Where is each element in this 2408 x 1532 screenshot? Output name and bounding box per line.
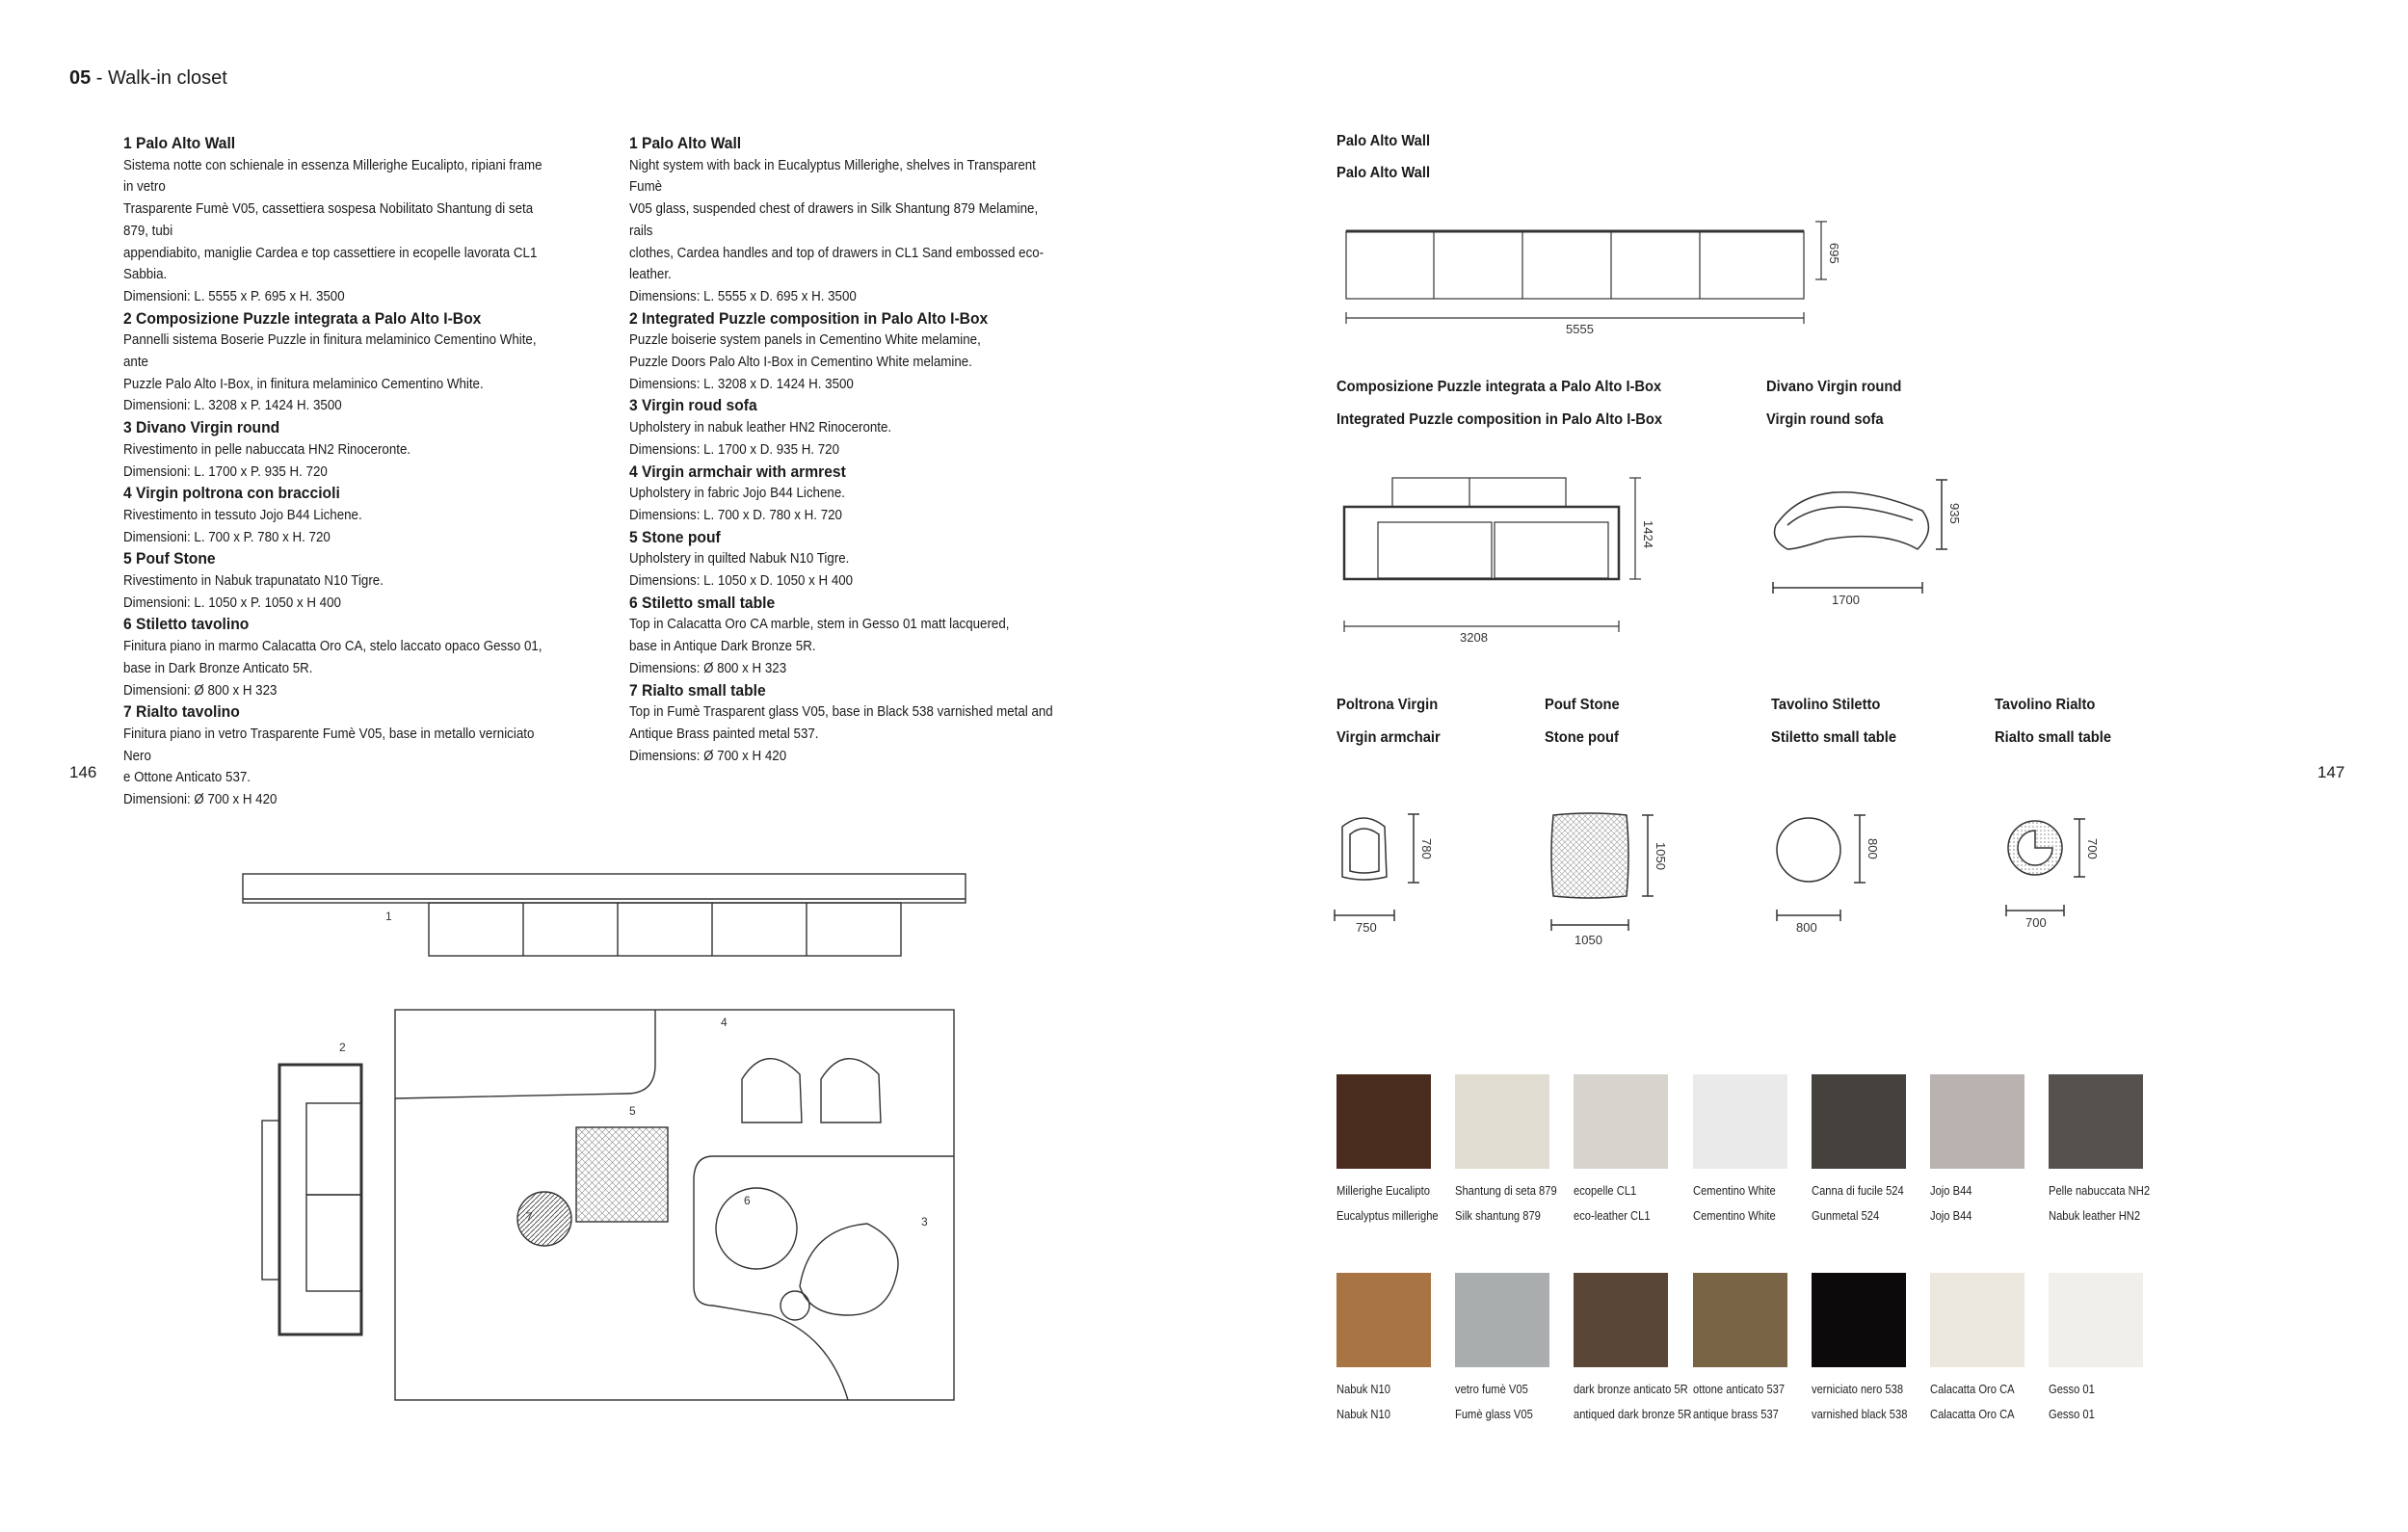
english-item-line: Top in Calacatta Oro CA marble, stem in Gesso 01 matt lacquered,	[629, 617, 1010, 633]
rialto-depth: 700	[2085, 838, 2100, 859]
english-item-line: clothes, Cardea handles and top of drawers in CL1 Sand embossed eco-leather.	[629, 245, 1045, 283]
puzzle-label-en: Integrated Puzzle composition in Palo Alto I-Box	[1336, 411, 1663, 428]
pouf-depth: 1050	[1654, 842, 1668, 870]
english-description	[629, 133, 1055, 767]
swatch-tile	[1336, 1273, 1431, 1367]
swatch-caption-en: Fumè glass V05	[1455, 1407, 1533, 1421]
swatch-caption-en: Silk shantung 879	[1455, 1208, 1541, 1223]
english-item-line: Puzzle boiserie system panels in Cementino White melamine,	[629, 332, 981, 349]
italian-item-line: Finitura piano in marmo Calacatta Oro CA, stelo laccato opaco Gesso 01,	[123, 639, 542, 655]
sofa-label-it: Divano Virgin round	[1766, 379, 1902, 395]
palo-alto-label-en: Palo Alto Wall	[1336, 165, 1431, 181]
swatch-tile	[1574, 1273, 1668, 1367]
english-item-line: Top in Fumè Trasparent glass V05, base in Black 538 varnished metal and	[629, 704, 1053, 721]
english-item-line: Dimensions: Ø 700 x H 420	[629, 748, 787, 764]
rialto-plan	[1997, 809, 2131, 944]
swatch-caption-it: vetro fumè V05	[1455, 1382, 1528, 1396]
palo-alto-depth: 695	[1827, 243, 1841, 264]
swatch-caption-en: Nabuk leather HN2	[2049, 1208, 2141, 1223]
italian-item-line: Dimensioni: L. 1700 x P. 935 H. 720	[123, 463, 328, 480]
english-item-title: 7 Rialto small table	[629, 680, 766, 700]
swatch-caption-en: Nabuk N10	[1336, 1407, 1390, 1421]
english-item-line: Upholstery in nabuk leather HN2 Rinoceronte.	[629, 420, 892, 436]
italian-item-line: Puzzle Palo Alto I-Box, in finitura melaminico Cementino White.	[123, 376, 484, 392]
armchair-label-it: Poltrona Virgin	[1336, 697, 1439, 713]
plan-label-2: 2	[339, 1041, 346, 1054]
swatch-caption-it: verniciato nero 538	[1812, 1382, 1904, 1396]
english-item-line: Dimensions: L. 1050 x D. 1050 x H 400	[629, 573, 854, 590]
italian-item-title: 4 Virgin poltrona con braccioli	[123, 484, 340, 503]
section-number: 05	[69, 67, 92, 89]
english-item-title: 5 Stone pouf	[629, 527, 721, 546]
puzzle-elevation	[1335, 472, 1662, 655]
italian-item-line: Dimensioni: L. 700 x P. 780 x H. 720	[123, 529, 331, 545]
armchair-label-en: Virgin armchair	[1336, 729, 1441, 746]
english-item-line: Upholstery in quilted Nabuk N10 Tigre.	[629, 551, 850, 568]
palo-alto-label-it: Palo Alto Wall	[1336, 133, 1431, 149]
swatch-caption-en: Jojo B44	[1930, 1208, 1972, 1223]
armchair-depth: 780	[1419, 838, 1434, 859]
section-title: - Walk-in closet	[91, 67, 227, 89]
swatch-caption-it: Jojo B44	[1930, 1183, 1972, 1198]
english-item-line: Dimensions: L. 700 x D. 780 x H. 720	[629, 507, 842, 523]
palo-alto-elevation	[1335, 212, 1874, 347]
swatch-caption-en: Calacatta Oro CA	[1930, 1407, 2015, 1421]
english-item-line: Night system with back in Eucalyptus Millerighe, shelves in Transparent Fumè	[629, 157, 1036, 196]
armchair-plan	[1335, 809, 1460, 944]
swatch-tile	[1455, 1074, 1549, 1169]
italian-item-title: 3 Divano Virgin round	[123, 418, 280, 437]
swatch-caption-it: Pelle nabuccata NH2	[2049, 1183, 2151, 1198]
italian-item-line: Rivestimento in Nabuk trapunatato N10 Tigre.	[123, 573, 384, 590]
stiletto-depth: 800	[1866, 838, 1880, 859]
stiletto-plan	[1773, 809, 1908, 944]
page-number-right: 147	[2317, 763, 2345, 781]
pouf-width: 1050	[1574, 933, 1602, 947]
sofa-width: 1700	[1832, 593, 1860, 607]
english-item-line: Dimensions: L. 1700 x D. 935 H. 720	[629, 441, 840, 458]
english-item-title: 1 Palo Alto Wall	[629, 134, 742, 152]
puzzle-depth: 1424	[1641, 520, 1655, 548]
swatch-tile	[1812, 1074, 1906, 1169]
stiletto-label-it: Tavolino Stiletto	[1771, 697, 1881, 713]
italian-item-title: 2 Composizione Puzzle integrata a Palo Alto I-Box	[123, 308, 482, 328]
italian-item-title: 1 Palo Alto Wall	[123, 134, 236, 152]
swatch-caption-en: Eucalyptus millerighe	[1336, 1208, 1439, 1223]
stiletto-width: 800	[1796, 920, 1817, 935]
italian-item-line: Dimensioni: Ø 800 x H 323	[123, 682, 278, 699]
english-item-title: 6 Stiletto small table	[629, 593, 776, 612]
swatch-caption-it: Calacatta Oro CA	[1930, 1382, 2015, 1396]
sofa-plan	[1768, 472, 1961, 607]
english-item-line: V05 glass, suspended chest of drawers in Silk Shantung 879 Melamine, rails	[629, 201, 1039, 239]
swatch-tile	[1930, 1074, 2024, 1169]
stiletto-label-en: Stiletto small table	[1771, 729, 1897, 746]
italian-item-line: Sistema notte con schienale in essenza Millerighe Eucalipto, ripiani frame in vetro	[123, 157, 542, 196]
swatch-caption-en: eco-leather CL1	[1574, 1208, 1651, 1223]
english-item-title: 3 Virgin roud sofa	[629, 396, 757, 415]
pouf-plan	[1542, 807, 1686, 962]
swatch-caption-it: Cementino White	[1693, 1183, 1776, 1198]
page-number-left: 146	[69, 763, 97, 781]
swatch-caption-en: Gesso 01	[2049, 1407, 2095, 1421]
italian-item-line: Dimensioni: L. 5555 x P. 695 x H. 3500	[123, 288, 345, 304]
english-item-line: base in Antique Dark Bronze 5R.	[629, 639, 816, 655]
swatch-tile	[2049, 1273, 2143, 1367]
plan-label-3: 3	[921, 1215, 928, 1228]
english-item-line: Dimensions: L. 3208 x D. 1424 H. 3500	[629, 376, 854, 392]
swatch-caption-en: Cementino White	[1693, 1208, 1776, 1223]
italian-item-line: Rivestimento in tessuto Jojo B44 Lichene.	[123, 507, 362, 523]
swatch-caption-it: Canna di fucile 524	[1812, 1183, 1904, 1198]
swatch-tile	[1930, 1273, 2024, 1367]
swatch-caption-en: varnished black 538	[1812, 1407, 1908, 1421]
english-item-line: Upholstery in fabric Jojo B44 Lichene.	[629, 486, 845, 502]
puzzle-width: 3208	[1460, 630, 1488, 645]
swatch-caption-it: Gesso 01	[2049, 1382, 2095, 1396]
palo-alto-width: 5555	[1566, 322, 1594, 336]
italian-item-line: Pannelli sistema Boserie Puzzle in finitura melaminico Cementino White, ante	[123, 332, 537, 371]
swatch-tile	[2049, 1074, 2143, 1169]
italian-item-title: 5 Pouf Stone	[123, 549, 216, 568]
sofa-depth: 935	[1947, 503, 1962, 524]
plan-label-4: 4	[721, 1016, 728, 1029]
swatch-caption-it: ottone anticato 537	[1693, 1382, 1786, 1396]
swatch-tile	[1336, 1074, 1431, 1169]
italian-description	[123, 133, 549, 811]
swatch-tile	[1455, 1273, 1549, 1367]
swatch-caption-it: Shantung di seta 879	[1455, 1183, 1557, 1198]
italian-item-line: base in Dark Bronze Anticato 5R.	[123, 660, 313, 676]
italian-item-line: Dimensioni: L. 1050 x P. 1050 x H 400	[123, 594, 341, 611]
plan-label-6: 6	[744, 1194, 751, 1207]
sofa-label-en: Virgin round sofa	[1766, 411, 1884, 428]
english-item-line: Dimensions: L. 5555 x D. 695 x H. 3500	[629, 288, 857, 304]
italian-item-line: appendiabito, maniglie Cardea e top cassettiere in ecopelle lavorata CL1 Sabbia.	[123, 245, 538, 283]
puzzle-label-it: Composizione Puzzle integrata a Palo Alto I-Box	[1336, 379, 1662, 395]
italian-item-line: Trasparente Fumè V05, cassettiera sospesa Nobilitato Shantung di seta 879, tubi	[123, 201, 534, 239]
armchair-width: 750	[1356, 920, 1377, 935]
english-item-line: Antique Brass painted metal 537.	[629, 726, 819, 742]
swatch-caption-en: antique brass 537	[1693, 1407, 1779, 1421]
pouf-label-it: Pouf Stone	[1545, 697, 1620, 713]
swatch-caption-it: Millerighe Eucalipto	[1336, 1183, 1430, 1198]
swatch-caption-it: ecopelle CL1	[1574, 1183, 1637, 1198]
plan-label-5: 5	[629, 1104, 636, 1118]
plan-label-7: 7	[526, 1210, 533, 1224]
rialto-width: 700	[2025, 915, 2047, 930]
swatch-tile	[1812, 1273, 1906, 1367]
italian-item-line: Finitura piano in vetro Trasparente Fumè V05, base in metallo verniciato Nero	[123, 726, 535, 764]
english-item-line: Dimensions: Ø 800 x H 323	[629, 660, 787, 676]
italian-item-line: Dimensioni: L. 3208 x P. 1424 H. 3500	[123, 398, 342, 414]
rialto-label-it: Tavolino Rialto	[1995, 697, 2096, 713]
swatch-caption-it: Nabuk N10	[1336, 1382, 1390, 1396]
section-header	[69, 67, 227, 90]
italian-item-title: 7 Rialto tavolino	[123, 702, 240, 722]
swatch-caption-en: antiqued dark bronze 5R	[1574, 1407, 1692, 1421]
english-item-line: Puzzle Doors Palo Alto I-Box in Cementino White melamine.	[629, 355, 972, 371]
plan-label-1: 1	[385, 910, 392, 923]
swatch-tile	[1574, 1074, 1668, 1169]
swatch-tile	[1693, 1273, 1787, 1367]
swatch-caption-it: dark bronze anticato 5R	[1574, 1382, 1688, 1396]
swatch-caption-en: Gunmetal 524	[1812, 1208, 1880, 1223]
pouf-label-en: Stone pouf	[1545, 729, 1619, 746]
italian-item-title: 6 Stiletto tavolino	[123, 615, 250, 634]
floor-plan	[231, 862, 1098, 1412]
english-item-title: 4 Virgin armchair with armrest	[629, 462, 846, 481]
swatch-tile	[1693, 1074, 1787, 1169]
italian-item-line: Rivestimento in pelle nabuccata HN2 Rinoceronte.	[123, 441, 411, 458]
english-item-title: 2 Integrated Puzzle composition in Palo Alto I-Box	[629, 308, 989, 328]
italian-item-line: Dimensioni: Ø 700 x H 420	[123, 792, 278, 808]
italian-item-line: e Ottone Anticato 537.	[123, 770, 251, 786]
rialto-label-en: Rialto small table	[1995, 729, 2112, 746]
